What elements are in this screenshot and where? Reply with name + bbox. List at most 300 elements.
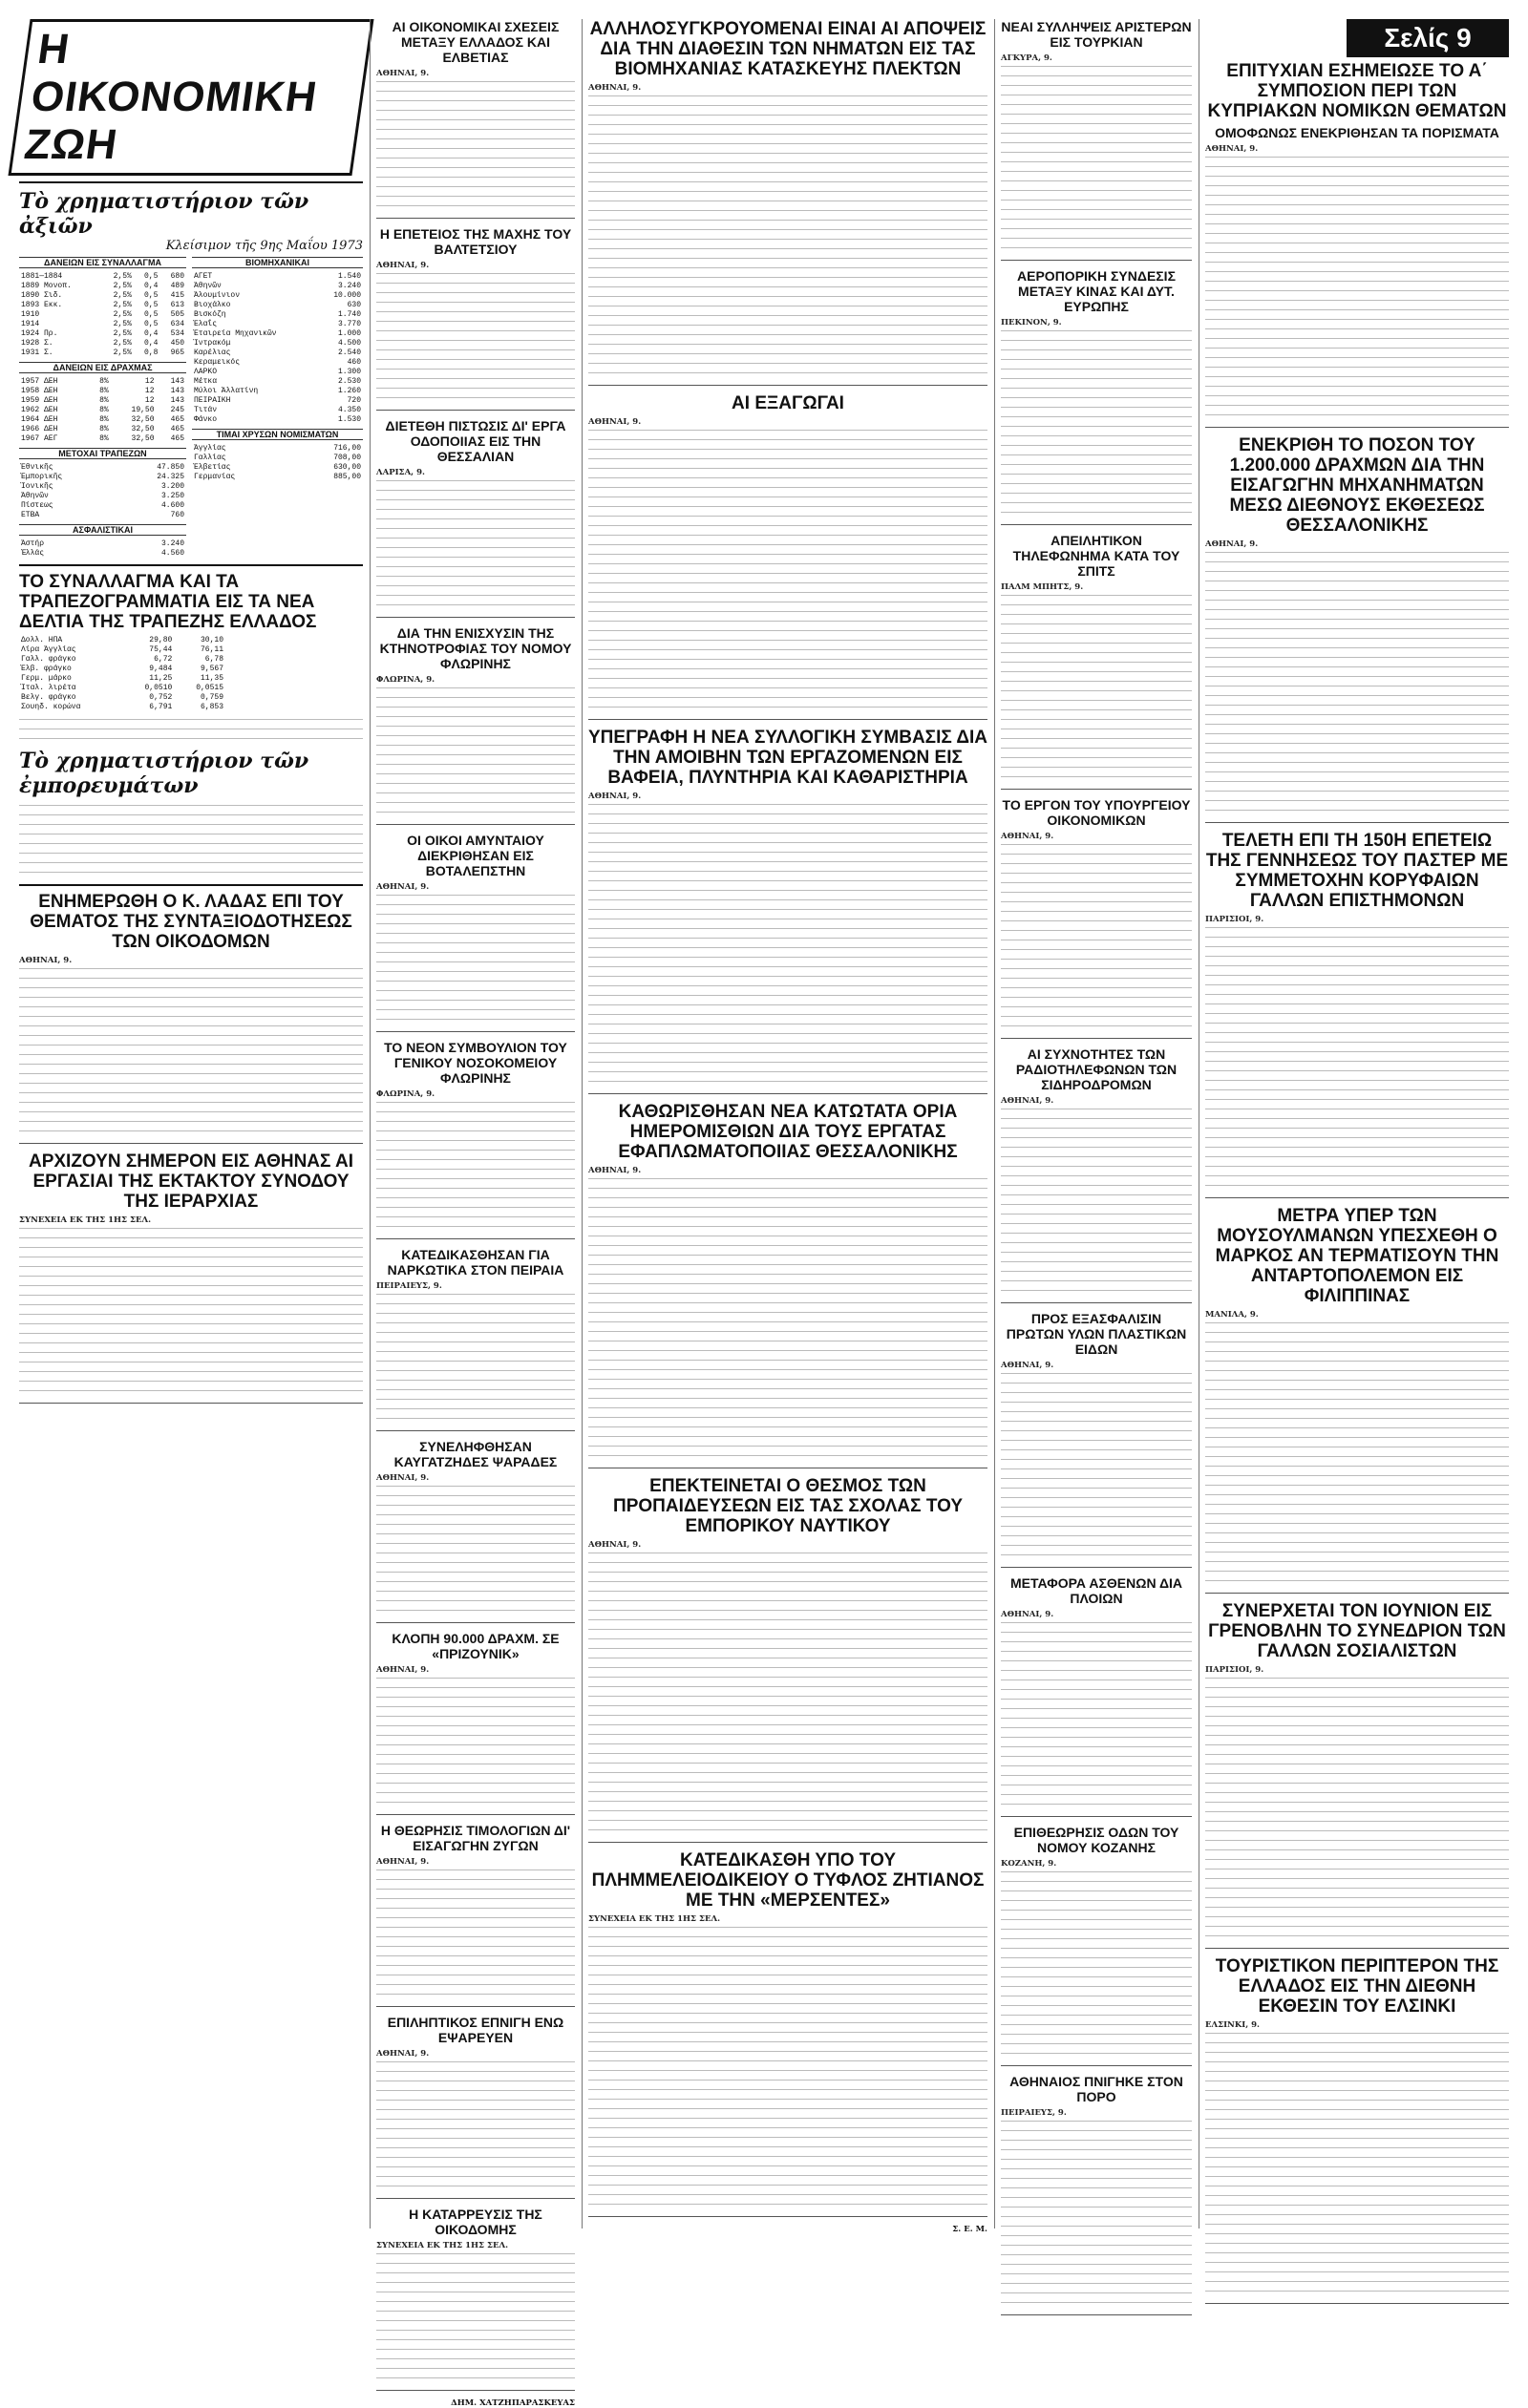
text-lines (376, 1732, 575, 1742)
text-lines (1001, 82, 1192, 92)
text-lines (588, 1309, 987, 1319)
text-lines (376, 155, 575, 164)
article-headline: ΚΑΤΕΔΙΚΑΣΘΗ ΥΠΟ ΤΟΥ ΠΛΗΜΜΕΛΕΙΟΔΙΚΕΙΟΥ Ο ΤΥΦΛΟΣ ΖΗΤΙΑΝΟΣ ΜΕ ΤΗΝ «ΜΕΡΣΕΝΤΕΣ» (591, 1850, 985, 1911)
text-lines (1205, 1808, 1509, 1818)
text-lines (1001, 1705, 1192, 1715)
text-lines (1205, 182, 1509, 192)
text-lines (376, 1770, 575, 1780)
table-cell: Λίρα Ἀγγλίας (21, 645, 76, 654)
text-lines (1205, 616, 1509, 625)
text-lines (588, 820, 987, 830)
text-lines (588, 877, 987, 887)
text-lines (376, 1789, 575, 1799)
text-lines (376, 2116, 575, 2125)
text-lines (1001, 2156, 1192, 2165)
text-lines (1205, 1434, 1509, 1444)
text-lines (19, 1128, 363, 1137)
text-lines (19, 1349, 363, 1359)
text-lines (1205, 1732, 1509, 1742)
text-lines (588, 1376, 987, 1385)
stock-exchange-title: Τὸ χρηματιστήριον τῶν ἀξιῶν (19, 189, 309, 239)
column-4 (1001, 19, 1192, 2228)
text-lines (376, 2135, 575, 2144)
text-lines (1205, 1530, 1509, 1539)
text-lines (588, 1588, 987, 1597)
text-lines (1001, 1715, 1192, 1724)
article (19, 892, 363, 1144)
text-lines (588, 503, 987, 513)
text-lines (588, 2115, 987, 2124)
text-lines (1001, 1172, 1192, 1182)
text-lines (1205, 1182, 1509, 1192)
text-lines (588, 1452, 987, 1462)
text-lines (1205, 1106, 1509, 1115)
column-1 (19, 19, 363, 2228)
text-lines (376, 88, 575, 97)
article-headline: ΑΠΕΙΛΗΤΙΚΟΝ ΤΗΛΕΦΩΝΗΜΑ ΚΑΤΑ ΤΟΥ ΣΠΙΤΣ (1012, 533, 1180, 579)
text-lines (1001, 630, 1192, 640)
table-cell: 965 (170, 349, 184, 357)
table-cell: Τιτάν (194, 406, 218, 414)
text-lines (376, 1943, 575, 1953)
text-lines (588, 1357, 987, 1366)
text-lines (1001, 870, 1192, 879)
text-lines (1205, 1501, 1509, 1510)
exchange-headline: ΤΟ ΣΥΝΑΛΛΑΓΜΑ ΚΑΙ ΤΑ ΤΡΑΠΕΖΟΓΡΑΜΜΑΤΙΑ ΕΙΣ ΤΑ ΝΕΑ ΔΕΛΤΙΑ ΤΗΣ ΤΡΑΠΕΖΗΣ ΕΛΛΑΔΟΣ (19, 572, 317, 632)
table-cell: Γαλλίας (194, 454, 226, 462)
text-lines (1205, 192, 1509, 201)
text-lines (1205, 1163, 1509, 1172)
table-cell (109, 482, 117, 492)
text-lines (1205, 383, 1509, 392)
text-lines (1205, 1329, 1509, 1339)
text-lines (376, 496, 575, 506)
text-lines (376, 2289, 575, 2298)
text-lines (588, 2019, 987, 2029)
text-lines (376, 771, 575, 780)
text-lines (376, 2087, 575, 2097)
text-lines (376, 1291, 575, 1300)
text-lines (588, 916, 987, 925)
article-headline: ΚΛΟΠΗ 90.000 ΔΡΑΧΜ. ΣΕ «ΠΡΙΖΟΥΝΙΚ» (392, 1631, 560, 1661)
text-lines (588, 370, 987, 379)
text-lines (1001, 1192, 1192, 1201)
text-lines (588, 1299, 987, 1309)
table-cell: 3.250 (160, 492, 184, 500)
text-lines (376, 1339, 575, 1348)
table-row (192, 387, 363, 396)
text-lines (1001, 120, 1192, 130)
table-row (19, 425, 186, 434)
table-heading: ΔΑΝΕΙΩΝ ΕΙΣ ΔΡΑΧΜΑΣ (19, 362, 186, 373)
table-row (19, 539, 186, 549)
text-lines (376, 2144, 575, 2154)
text-lines (376, 1185, 575, 1194)
text-lines (376, 1780, 575, 1789)
text-lines (588, 1693, 987, 1702)
text-lines (1205, 1510, 1509, 1520)
text-lines (1001, 1907, 1192, 1916)
table-cell (109, 473, 117, 482)
text-lines (1205, 1386, 1509, 1396)
text-lines (19, 1109, 363, 1118)
table-cell: 32,50 (131, 415, 155, 424)
text-lines (1205, 2202, 1509, 2211)
text-lines (1205, 683, 1509, 692)
table-cell: 12 (144, 396, 155, 405)
table-cell: 1958 ΔΕΗ (21, 387, 58, 395)
article-dateline: ΠΑΛΜ ΜΠΗΤΣ, 9. (1001, 582, 1084, 592)
text-lines (1001, 1163, 1192, 1172)
table-row (19, 310, 186, 320)
text-lines (588, 1559, 987, 1569)
article-dateline: ΑΘΗΝΑΙ, 9. (376, 1857, 430, 1867)
text-lines (1001, 2242, 1192, 2251)
text-lines (1001, 130, 1192, 139)
table-cell: 720 (347, 396, 361, 405)
table-row (192, 396, 363, 406)
text-lines (376, 592, 575, 602)
text-lines (588, 1827, 987, 1836)
table-cell: 0,5 (144, 291, 159, 300)
text-lines (1001, 2012, 1192, 2021)
text-lines (1205, 1425, 1509, 1434)
article-dateline: ΑΘΗΝΑΙ, 9. (1205, 539, 1259, 549)
text-lines (1205, 1722, 1509, 1732)
article-headline: ΕΠΙΛΗΠΤΙΚΟΣ ΕΠΝΙΓΗ ΕΝΩ ΕΨΑΡΕΥΕΝ (387, 2015, 564, 2045)
table-cell: Μύλοι Ἀλλατίνη (194, 387, 259, 395)
text-lines (376, 2068, 575, 2078)
table-row (192, 329, 363, 339)
text-lines (376, 280, 575, 289)
table-cell: 630,00 (333, 463, 361, 472)
article (376, 226, 575, 411)
text-lines (588, 1414, 987, 1424)
text-lines (1205, 1856, 1509, 1866)
table-row (19, 674, 225, 684)
text-lines (1001, 1153, 1192, 1163)
text-lines (19, 1225, 363, 1235)
table-cell: 3.240 (160, 539, 184, 548)
table-cell: 2,5% (113, 301, 132, 309)
text-lines (1001, 716, 1192, 726)
text-lines (1001, 2146, 1192, 2156)
text-lines (1001, 1743, 1192, 1753)
text-lines (588, 1030, 987, 1040)
text-lines (588, 2201, 987, 2210)
table-cell: 4.560 (160, 549, 184, 558)
article-dateline: ΑΘΗΝΑΙ, 9. (376, 882, 430, 892)
article (588, 1850, 987, 2217)
article (1001, 2074, 1192, 2315)
text-lines (1001, 1201, 1192, 1211)
text-lines (588, 2038, 987, 2048)
quotes-table (19, 539, 186, 559)
text-lines (1001, 442, 1192, 452)
text-lines (19, 1235, 363, 1244)
table-cell: 1957 ΔΕΗ (21, 377, 58, 386)
text-lines (588, 532, 987, 541)
text-lines (588, 1443, 987, 1452)
text-lines (1001, 860, 1192, 870)
text-lines (1205, 278, 1509, 287)
text-lines (376, 126, 575, 136)
text-lines (376, 1329, 575, 1339)
table-row (192, 310, 363, 320)
table-cell (102, 539, 113, 549)
text-lines (1205, 2259, 1509, 2269)
text-lines (1001, 394, 1192, 404)
text-lines (588, 685, 987, 694)
table-cell: 12 (144, 387, 155, 395)
text-lines (376, 1569, 575, 1578)
table-cell: Δολλ. ΗΠΑ (21, 636, 63, 644)
text-lines (588, 1798, 987, 1807)
article-dateline: ΑΘΗΝΑΙ, 9. (376, 2049, 430, 2059)
text-lines (376, 1147, 575, 1156)
text-lines (1205, 597, 1509, 606)
text-lines (376, 1377, 575, 1386)
text-lines (19, 984, 363, 994)
text-lines (19, 1273, 363, 1282)
table-cell (109, 501, 117, 511)
text-lines (588, 1655, 987, 1664)
text-lines (1205, 953, 1509, 962)
article (1001, 19, 1192, 261)
text-lines (1001, 1542, 1192, 1552)
text-lines (1205, 163, 1509, 173)
text-lines (588, 963, 987, 973)
text-lines (588, 1347, 987, 1357)
text-lines (376, 742, 575, 751)
text-lines (376, 394, 575, 404)
text-lines (376, 2173, 575, 2183)
text-lines (1205, 392, 1509, 402)
industrial-tables (192, 253, 363, 559)
text-lines (1001, 235, 1192, 244)
text-lines (1205, 316, 1509, 326)
article-headline: ΑΛΛΗΛΟΣΥΓΚΡΟΥΟΜΕΝΑΙ ΕΙΝΑΙ ΑΙ ΑΠΟΨΕΙΣ ΔΙΑ ΤΗΝ ΔΙΑΘΕΣΙΝ ΤΩΝ ΝΗΜΑΤΩΝ ΕΙΣ ΤΑΣ ΒΙΟΜΗΧΑΝΙΑΣ ΚΑΤΑΣΚΕΥΗΣ ΠΛΕΚΤΩΝ (589, 19, 987, 79)
article-headline: ΑΡΧΙΖΟΥΝ ΣΗΜΕΡΟΝ ΕΙΣ ΑΘΗΝΑΣ ΑΙ ΕΡΓΑΣΙΑΙ ΤΗΣ ΕΚΤΑΚΤΟΥ ΣΥΝΟΔΟΥ ΤΗΣ ΙΕΡΑΡΧΙΑΣ (28, 1151, 353, 1212)
table-cell: ΠΕΙΡΑΙΚΗ (194, 396, 231, 405)
table-row (192, 349, 363, 358)
text-lines (376, 270, 575, 280)
table-cell: 0,0515 (196, 684, 223, 692)
table-cell: 3.200 (160, 482, 184, 491)
text-lines (1001, 216, 1192, 225)
newspaper-page (19, 19, 1509, 2408)
table-cell: Βισκόζη (194, 310, 226, 319)
text-lines (588, 303, 987, 312)
text-lines (588, 551, 987, 560)
article-headline: ΠΡΟΣ ΕΞΑΣΦΑΛΙΣΙΝ ΠΡΩΤΩΝ ΥΛΩΝ ΠΛΑΣΤΙΚΩΝ ΕΙΔΩΝ (1006, 1311, 1187, 1357)
text-lines (588, 801, 987, 811)
text-lines (1205, 759, 1509, 769)
text-lines (1001, 2185, 1192, 2194)
table-row (19, 511, 186, 520)
text-lines (588, 169, 987, 179)
text-lines (588, 2077, 987, 2086)
table-row (19, 703, 225, 712)
text-lines (588, 331, 987, 341)
text-lines (1001, 946, 1192, 956)
text-lines (1001, 1763, 1192, 1772)
text-lines (588, 93, 987, 102)
text-lines (1001, 1013, 1192, 1023)
table-cell: Ἀθηνῶν (21, 492, 49, 500)
article-dateline: ΑΘΗΝΑΙ, 9. (1001, 1096, 1054, 1106)
table-cell: 32,50 (131, 434, 155, 443)
table-cell: Βελγ. φράγκο (21, 693, 76, 702)
text-lines (376, 2250, 575, 2260)
text-lines (1001, 423, 1192, 433)
text-lines (1001, 1974, 1192, 1983)
text-lines (1205, 2125, 1509, 2135)
text-lines (376, 723, 575, 732)
text-lines (1001, 499, 1192, 509)
text-lines (588, 2067, 987, 2077)
text-lines (376, 2260, 575, 2270)
text-lines (1205, 1087, 1509, 1096)
text-lines (19, 1099, 363, 1109)
text-lines (1205, 1713, 1509, 1722)
text-lines (1205, 2211, 1509, 2221)
table-cell (117, 492, 124, 501)
text-lines (588, 1261, 987, 1271)
text-lines (1205, 1020, 1509, 1029)
text-lines (588, 858, 987, 868)
article (1205, 831, 1509, 1198)
article (1205, 1206, 1509, 1594)
table-cell: 245 (170, 406, 184, 414)
table-row (19, 434, 186, 444)
table-cell: 24.325 (157, 473, 184, 481)
table-cell: 12 (144, 377, 155, 386)
text-lines (376, 1895, 575, 1905)
text-lines (588, 906, 987, 916)
article-dateline: ΑΘΗΝΑΙ, 9. (1001, 1610, 1054, 1619)
text-lines (1205, 2135, 1509, 2144)
text-lines (376, 2097, 575, 2106)
text-lines (19, 1378, 363, 1387)
text-lines (588, 1933, 987, 1943)
quotes-table (192, 444, 363, 482)
table-cell: Ἰονικῆς (21, 482, 53, 491)
text-lines (1001, 2050, 1192, 2059)
text-lines (1205, 1077, 1509, 1087)
text-lines (588, 1078, 987, 1088)
text-lines (588, 935, 987, 944)
quotes-table (19, 463, 186, 520)
table-cell: 8% (99, 387, 109, 395)
text-lines (1205, 2039, 1509, 2049)
text-lines (376, 554, 575, 563)
text-lines (1001, 1239, 1192, 1249)
text-lines (1205, 1568, 1509, 1577)
table-cell: 0,5 (144, 301, 159, 309)
text-lines (1001, 385, 1192, 394)
text-lines (1205, 934, 1509, 943)
text-lines (588, 465, 987, 475)
table-cell: 0,0510 (144, 684, 173, 692)
text-lines (1205, 1913, 1509, 1923)
article (588, 1102, 987, 1468)
text-lines (588, 887, 987, 897)
text-lines (1001, 678, 1192, 687)
text-lines (376, 1310, 575, 1320)
column-3 (588, 19, 987, 2234)
text-lines (1001, 1734, 1192, 1743)
table-cell: Γαλλ. φράγκο (21, 655, 76, 664)
text-lines (19, 1023, 363, 1032)
table-cell: 2,5% (113, 272, 132, 281)
text-lines (588, 179, 987, 188)
text-lines (1001, 1954, 1192, 1964)
text-lines (1205, 788, 1509, 797)
text-lines (588, 2172, 987, 2182)
article-dateline: ΚΟΖΑΝΗ, 9. (1001, 1859, 1057, 1869)
table-row (19, 387, 186, 396)
text-lines (376, 694, 575, 704)
table-cell: 1928 Σ. (21, 339, 53, 348)
article (376, 1040, 575, 1239)
text-lines (376, 1166, 575, 1175)
text-lines (1001, 1513, 1192, 1523)
text-lines (588, 236, 987, 245)
text-lines (376, 506, 575, 516)
text-lines (1205, 1827, 1509, 1837)
text-lines (376, 1713, 575, 1722)
text-lines (1001, 1230, 1192, 1239)
text-lines (376, 1006, 575, 1016)
text-lines (588, 1319, 987, 1328)
text-lines (588, 589, 987, 599)
text-lines (1205, 201, 1509, 211)
table-cell: 0,752 (149, 693, 173, 702)
text-lines (588, 1569, 987, 1578)
text-lines (376, 761, 575, 771)
text-lines (1001, 1418, 1192, 1427)
text-lines (588, 1271, 987, 1280)
text-lines (1001, 2271, 1192, 2280)
text-lines (1001, 2127, 1192, 2137)
text-lines (588, 1943, 987, 1953)
text-lines (588, 1731, 987, 1741)
text-lines (588, 198, 987, 207)
text-lines (588, 484, 987, 494)
text-lines (588, 1962, 987, 1972)
text-lines (1205, 1491, 1509, 1501)
text-lines (1205, 1367, 1509, 1377)
table-row (19, 396, 186, 406)
text-lines (1001, 1475, 1192, 1485)
text-lines (588, 1405, 987, 1414)
text-lines (588, 1616, 987, 1626)
text-lines (376, 1761, 575, 1770)
text-lines (588, 1779, 987, 1788)
text-lines (1205, 711, 1509, 721)
text-lines (19, 1282, 363, 1292)
text-lines (1001, 1023, 1192, 1032)
text-lines (376, 685, 575, 694)
table-cell: 460 (347, 358, 361, 367)
table-cell: Μέτκα (194, 377, 218, 386)
text-lines (1205, 412, 1509, 421)
text-lines (376, 2355, 575, 2365)
text-lines (1001, 2137, 1192, 2146)
text-lines (588, 1769, 987, 1779)
text-lines (1001, 1801, 1192, 1810)
